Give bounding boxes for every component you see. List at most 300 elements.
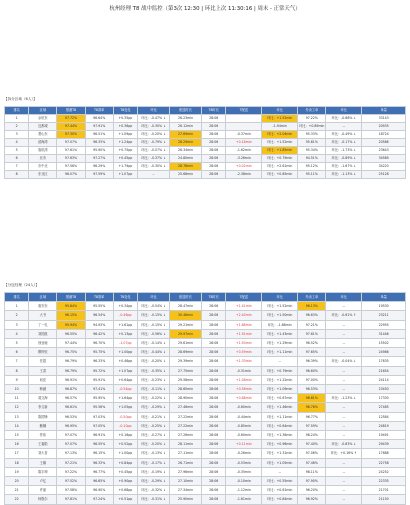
table-cell: 3 [5,320,29,329]
table-cell: +0.35pp [113,115,137,123]
table-cell: 17330 [362,394,406,403]
table-cell: 97.05% [85,421,113,430]
table-cell: 97.30% [57,131,85,139]
table-cell: 97.61% [57,147,85,155]
table-cell: 96.87% [57,385,85,394]
table-row [5,440,406,449]
table-cell: -0.60min [226,403,262,412]
table-cell: 环比：-1.23% ↓ [326,394,362,403]
table-cell: 15 [5,431,29,440]
table-cell: 96.52% [298,339,326,348]
table-cell: 28:06 [202,139,226,147]
table-cell: 28:06 [202,339,226,348]
table-cell: -0.37min [226,131,262,139]
table-cell: 刘大首 [29,449,57,458]
table-cell: 95.95% [85,394,113,403]
table-cell: 96.61% [57,403,85,412]
table-cell: 95.84% [57,302,85,311]
table-row [5,385,406,394]
table-cell: 96.64% [85,115,113,123]
table-cell: 环比：+2.04min [262,131,298,139]
table-cell: -0.44min [226,412,262,421]
table-cell: 滨海湾 [29,139,57,147]
table-cell: 环比：+0.67min [262,394,298,403]
table-cell: -0.31min [226,366,262,375]
table-cell: +0.68pp [113,486,137,495]
table-cell: -- [262,357,298,366]
column-header: 预测T8 [57,107,85,115]
table-row [5,139,406,147]
table-cell: 11 [5,394,29,403]
table-cell: 7 [5,357,29,366]
column-header: T配送 [226,107,262,115]
table-cell: +0.46pp [113,357,137,366]
table-cell: 28:06 [202,449,226,458]
table-cell: -0.35min [226,467,262,476]
table-cell: +1.05pp [113,403,137,412]
table-cell: 临安东 [29,302,57,311]
table-cell: 28:06 [202,440,226,449]
regions-table [4,106,406,179]
table-cell: 环比：-0.56% ↓ [138,329,170,338]
table-cell: 22335 [362,477,406,486]
table-cell: 28:06 [202,329,226,338]
table-cell: 环比：-0.15% ↓ [138,320,170,329]
table-cell: 97.65% [298,348,326,357]
table-cell: 96.63% [298,311,326,320]
table-cell: +0.02min [226,163,262,171]
column-header: 排名 [5,293,29,302]
table-cell: 15502 [362,339,406,348]
table-cell: 环比：+1.52min [262,139,298,147]
table-cell: 96.54% [85,311,113,320]
table-cell: 34220 [362,163,406,171]
table-cell: 96.79% [57,357,85,366]
table-cell: 97.59% [85,171,113,179]
table-cell: 环比：-1.13% ↓ [326,171,362,179]
table-cell: 环比：+1.09min [262,385,298,394]
table-row [5,329,406,338]
table-cell: 环比：-0.29% ↓ [138,403,170,412]
table-cell: 21150 [362,495,406,504]
table-row [5,123,406,131]
table-cell: 97.63% [57,155,85,163]
table-cell: 97.81% [57,495,85,504]
table-cell: 96.91% [85,431,113,440]
column-header: 环比 [138,293,170,302]
column-header: T8变化 [113,107,137,115]
table-cell: 98.07% [57,171,85,179]
section-note-managers: 【分包经理（24人）】 [4,283,40,287]
table-cell: 96.33% [85,357,113,366]
table-cell: 环比：+1.36min [262,431,298,440]
table-cell: 97.27% [85,155,113,163]
table-cell: 96.60% [298,366,326,375]
table-cell: 4 [5,139,29,147]
table-cell: 24819 [362,421,406,430]
table-cell: 环比：-0.21% ↓ [138,412,170,421]
table-cell: 2 [5,311,29,320]
table-cell: -0.10pp [113,421,137,430]
table-cell: 98.11% [298,467,326,476]
table-cell: 28.90min [170,394,202,403]
table-cell: 王嘉皓 [29,440,57,449]
table-row [5,412,406,421]
table-cell: 96.77% [85,467,113,476]
table-header-row [5,293,406,302]
table-cell: 佟伟 [29,431,57,440]
table-row [5,115,406,123]
table-cell: 环比：-0.35% ↓ [138,366,170,375]
table-row [5,311,406,320]
table-cell: +0.11min [226,440,262,449]
table-cell: 李文新 [29,403,57,412]
table-cell: 环比：+0.55min [262,477,298,486]
table-cell: 96.70% [85,339,113,348]
table-cell: -- [326,412,362,421]
table-cell: 20586 [362,139,406,147]
table-cell: 28.78min [170,163,202,171]
table-cell: 萧山东 [29,131,57,139]
table-cell: 29.97min [170,329,202,338]
table-cell: +1.88min [226,320,262,329]
table-cell: 29.21min [170,320,202,329]
table-cell: 24252 [362,467,406,476]
table-cell: 环比：-0.44% ↓ [138,348,170,357]
table-cell: 34589 [362,155,406,163]
table-cell: 97.40% [298,440,326,449]
table-cell: 25128 [362,171,406,179]
table-cell: +1.00pp [113,449,137,458]
table-cell: -- [326,403,362,412]
table-cell: 环比：-0.11% ↓ [138,385,170,394]
column-header: 区域 [29,107,57,115]
table-cell: +0.13pp [113,329,137,338]
table-cell: +0.45pp [113,467,137,476]
table-cell: 97.52% [57,477,85,486]
table-cell: -- [326,329,362,338]
table-cell: 环比：-0.30% ↓ [138,163,170,171]
table-cell: 96.33% [85,139,113,147]
table-cell: 27485 [362,403,406,412]
table-cell: +0.34pp [113,302,137,311]
table-cell: 97.44% [57,339,85,348]
table-cell: +0.75pp [113,147,137,155]
table-cell: 97.90% [298,477,326,486]
table-cell: 97.91% [85,123,113,131]
table-cell: 27.75min [170,366,202,375]
table-cell: 28:06 [202,302,226,311]
table-cell: 环比：+0.79min [262,366,298,375]
table-cell: -- [326,477,362,486]
table-cell: 96.51% [85,131,113,139]
column-header: T配送 [226,293,262,302]
table-cell: 环比：-0.20% ↓ [138,440,170,449]
table-cell: 环比：-1.67% ↓ [326,163,362,171]
table-cell: 27.69min [170,131,202,139]
table-cell: 28:06 [202,467,226,476]
table-cell: 18724 [362,131,406,139]
table-cell: 陈宇坤 [29,467,57,476]
table-cell: 28:06 [202,123,226,131]
table-cell: 96.29% [85,163,113,171]
table-cell: -0.26min [226,449,262,458]
table-cell: 26.34min [170,147,202,155]
table-cell: 16 [5,440,29,449]
table-cell: 17 [5,449,29,458]
table-cell [226,115,262,123]
table-cell: 95.75% [85,348,113,357]
column-header: 单量 [362,107,406,115]
table-cell: 95.90% [85,147,113,155]
table-cell: -3.26min [226,155,262,163]
table-cell: 28:06 [202,171,226,179]
table-cell: 环比：+0.96min [262,440,298,449]
table-cell: 28:06 [202,412,226,421]
column-header: T8时长 [202,293,226,302]
table-row [5,486,406,495]
column-header: 外卖工单 [298,107,326,115]
table-cell: +0.64pp [113,375,137,384]
table-cell: 97.13% [57,449,85,458]
table-cell: 96.61% [298,394,326,403]
table-row [5,147,406,155]
table-cell: 28.11min [170,440,202,449]
table-cell: 96.15% [57,311,85,320]
table-cell: 环比：+1.05min [262,458,298,467]
table-cell: 94.93% [85,320,113,329]
table-cell: 97.46% [298,458,326,467]
table-cell: 3 [5,131,29,139]
column-header: T8准率 [85,293,113,302]
table-cell: 21654 [362,366,406,375]
table-cell: 王娜 [29,458,57,467]
table-header-row [5,107,406,115]
table-cell: 环比：+1.52min [262,302,298,311]
table-cell: 97.24% [85,495,113,504]
table-cell: 96.53% [298,385,326,394]
table-cell: 环比：+1.85min [262,147,298,155]
table-cell: -0.54pp [113,385,137,394]
column-header: T8变化 [113,293,137,302]
table-cell: 22 [5,495,29,504]
table-cell: 27.22min [170,412,202,421]
column-header: 单量 [362,293,406,302]
table-cell: 环比：-0.27% ↓ [138,431,170,440]
table-cell: +2.40min [226,311,262,320]
table-cell: 环比：-0.47% ↓ [138,115,170,123]
table-cell: +1.91min [226,329,262,338]
table-cell: 环比：-0.32% ↓ [138,486,170,495]
table-cell: -- [326,385,362,394]
table-cell: 96.75% [57,348,85,357]
table-cell: -0.46pp [113,311,137,320]
table-cell: 96.39% [298,357,326,366]
table-cell: 26.71min [170,458,202,467]
table-cell: 96.65% [85,477,113,486]
table-cell: 96.77% [298,412,326,421]
table-cell [226,123,262,131]
table-cell: -- [326,375,362,384]
table-cell: 28:06 [202,421,226,430]
table-row [5,131,406,139]
table-cell: 环比：-0.61% ↑ [326,311,362,320]
table-cell: 28:06 [202,348,226,357]
table-row [5,302,406,311]
table-cell: 96.57% [57,394,85,403]
table-cell: 96.90% [85,486,113,495]
table-cell: 环比：+1.29min [262,339,298,348]
table-cell: +1.79pp [113,163,137,171]
table-cell: -- [326,320,362,329]
table-cell: 4 [5,329,29,338]
table-cell: 环比：+1.50min [262,311,298,320]
table-cell: 7 [5,163,29,171]
table-cell: 28:06 [202,115,226,123]
table-cell: 27.26min [170,431,202,440]
table-cell: +1.64pp [113,394,137,403]
table-cell: 何皮 [29,375,57,384]
table-cell: 13 [5,412,29,421]
table-cell: 95.56% [85,403,113,412]
table-cell: 28.69min [170,348,202,357]
table-cell: -- [326,123,362,131]
table-row [5,155,406,163]
table-cell: 丁一孔 [29,320,57,329]
table-cell: -- [326,495,362,504]
table-cell: 96.76% [298,403,326,412]
table-cell: 28:06 [202,477,226,486]
table-cell: 杨胜尔 [29,495,57,504]
table-cell: 环比：+1.22min [262,375,298,384]
table-cell: 28:06 [202,311,226,320]
column-header: 排名 [5,107,29,115]
column-header: 配送时长 [170,293,202,302]
table-cell: 28:06 [202,147,226,155]
table-row [5,458,406,467]
table-cell: 环比：-0.57% ↓ [138,147,170,155]
table-cell: 环比：-0.79% ↓ [138,139,170,147]
table-cell: 97.59% [298,421,326,430]
table-row [5,163,406,171]
table-cell: 97.03% [85,412,113,421]
table-cell: +0.84pp [113,458,137,467]
table-cell: +0.88min [226,394,262,403]
table-cell: 97.07% [57,139,85,147]
table-cell: +0.45pp [113,155,137,163]
table-cell: 97.07% [57,431,85,440]
table-cell: 环比：+1.31min [262,449,298,458]
table-cell: -- [138,171,170,179]
table-cell: 环比：-0.30% ↓ [138,123,170,131]
table-cell: 97.21% [298,320,326,329]
table-cell: 环比：-0.49% ↓ [326,131,362,139]
table-cell: 环比：-0.22% ↓ [138,394,170,403]
table-cell: 环比：-1.73% ↓ [326,147,362,155]
table-cell: 徐亚驰 [29,339,57,348]
table-cell: -0.60min [226,431,262,440]
table-cell: +1.00pp [113,348,137,357]
column-header: 环比 [138,107,170,115]
table-cell: 22758 [362,458,406,467]
table-cell: +0.18min [226,139,262,147]
table-cell: +0.90pp [113,477,137,486]
table-row [5,348,406,357]
table-cell: 27.10min [170,477,202,486]
table-cell: 6 [5,348,29,357]
table-cell: 23643 [362,147,406,155]
table-cell: 10 [5,385,29,394]
table-cell: 21701 [362,486,406,495]
table-cell: 环比：-0.20% ↓ [138,131,170,139]
table-cell: 21 [5,486,29,495]
table-cell: 28.29min [170,139,202,147]
table-cell: 19530 [362,302,406,311]
table-cell: 环比：-0.19% ↓ [138,467,170,476]
table-cell: 31446 [362,329,406,338]
table-cell: 环比：+1.46min [262,403,298,412]
table-cell: 29439 [362,440,406,449]
table-cell: 96.15% [85,449,113,458]
table-cell: 环比：-0.17% ↓ [138,458,170,467]
table-row [5,375,406,384]
table-cell: 环比：+0.16% ↑ [326,449,362,458]
table-cell: +1.07pp [113,171,137,179]
table-cell: 22955 [362,320,406,329]
table-cell: 12 [5,403,29,412]
table-cell: 28:06 [202,366,226,375]
table-cell: -0.85min [226,421,262,430]
table-cell: 环比：-0.31% ↓ [138,495,170,504]
table-cell: 97.44% [57,123,85,131]
table-cell: 28:06 [202,375,226,384]
table-cell: 96.55% [57,329,85,338]
table-cell: 1 [5,115,29,123]
table-cell: 环比：+0.79min [262,155,298,163]
table-cell: -- [262,467,298,476]
table-cell: 临杭湾 [29,147,57,155]
table-cell: 27.96min [170,467,202,476]
table-cell: 97.22% [298,115,326,123]
table-cell: 95.11% [298,171,326,179]
table-cell: 28:06 [202,495,226,504]
table-cell: 14 [5,421,29,430]
column-header: 预测T8 [57,293,85,302]
table-cell: 王肃 [29,366,57,375]
table-cell: 25.90min [170,495,202,504]
table-cell: 29.61min [170,339,202,348]
table-cell: 卢亿 [29,477,57,486]
column-header: 环比 [326,107,362,115]
table-cell: -1.94min [262,123,298,131]
table-cell: +0.36pp [113,123,137,131]
table-cell: 29.58min [170,375,202,384]
table-cell: 环比：-0.54% ↓ [138,302,170,311]
table-row [5,394,406,403]
table-cell: 9 [5,375,29,384]
column-header: 环比 [262,107,298,115]
table-cell: 许丽 [29,486,57,495]
table-cell: -- [326,421,362,430]
table-cell: +0.51pp [113,495,137,504]
table-cell: 96.33% [85,458,113,467]
table-cell: 市中北 [29,163,57,171]
table-cell: -1.07pp [113,339,137,348]
table-cell: +0.56min [226,385,262,394]
table-cell: 18 [5,458,29,467]
table-cell: 27.11min [170,449,202,458]
table-cell: 28:06 [202,403,226,412]
